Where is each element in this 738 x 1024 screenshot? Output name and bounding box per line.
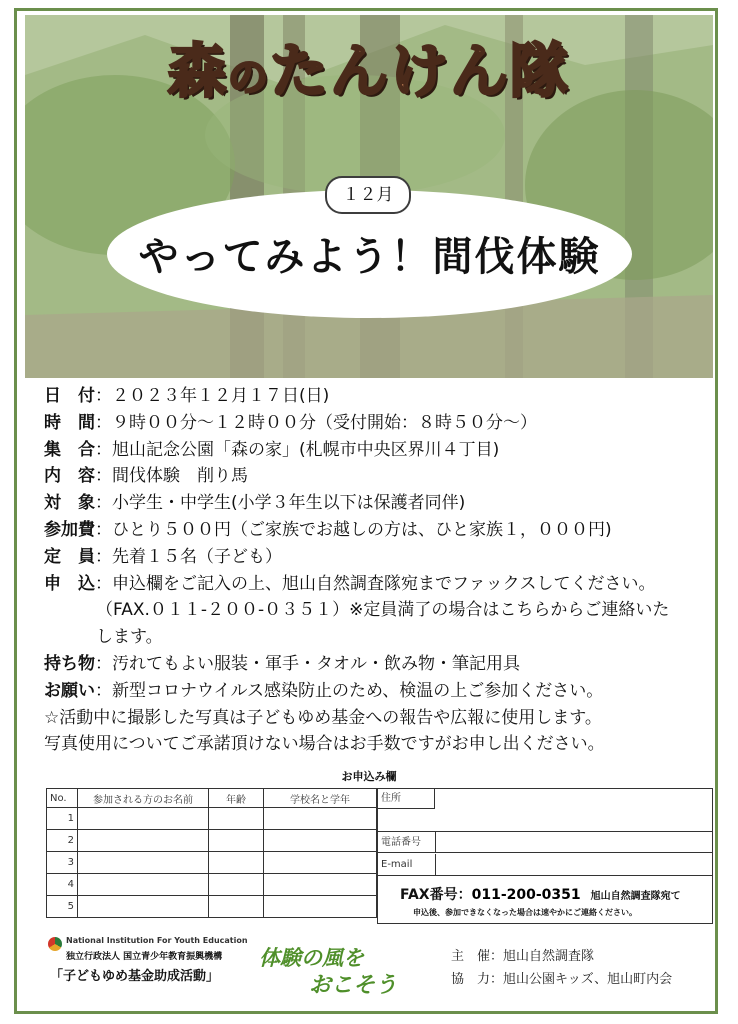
fax-line bbox=[400, 884, 681, 904]
email-field[interactable] bbox=[435, 854, 713, 876]
name-cell[interactable] bbox=[78, 830, 209, 852]
fax-recipient: 旭山自然調査隊宛て bbox=[590, 891, 681, 902]
apply-continued-1: （FAX.０１１-２００-０３５１）※定員満了の場合はこちらからご連絡いた bbox=[96, 600, 670, 621]
col-name: 参加される方のお名前 bbox=[78, 789, 209, 808]
school-cell[interactable] bbox=[264, 808, 377, 830]
table-row: 5 bbox=[47, 896, 377, 918]
wind-line1: 体験の風を bbox=[259, 946, 364, 970]
table-row: 2 bbox=[47, 830, 377, 852]
name-cell[interactable] bbox=[78, 896, 209, 918]
wind-slogan-logo bbox=[251, 940, 419, 998]
email-label: E-mail bbox=[381, 859, 413, 870]
photo-note-2: 写真使用についてご承諾頂けない場合はお手数ですがお申し出ください。 bbox=[44, 734, 605, 755]
age-cell[interactable] bbox=[209, 874, 264, 896]
logo-english: National Institution For Youth Education bbox=[66, 936, 248, 945]
school-cell[interactable] bbox=[264, 852, 377, 874]
apply-continued-2: します。 bbox=[96, 627, 163, 648]
form-title: お申込み欄 bbox=[341, 770, 397, 783]
info-row-apply: 申 込：申込欄をご記入の上、旭山自然調査隊宛までファックスしてください。 bbox=[44, 573, 656, 594]
age-cell[interactable] bbox=[209, 896, 264, 918]
fax-number: 011-200-0351 bbox=[471, 887, 581, 903]
age-cell[interactable] bbox=[209, 830, 264, 852]
col-age: 年齢 bbox=[209, 789, 264, 808]
info-row-date: 日 付：２０２３年１２月１７日(日) bbox=[44, 386, 330, 406]
main-title bbox=[0, 24, 738, 108]
niye-mark-icon bbox=[48, 937, 62, 951]
coop-credit: 協 力：旭山公園キッズ、旭山町内会 bbox=[451, 972, 673, 987]
title-part3: たんけん隊 bbox=[270, 37, 571, 105]
subtitle: やってみよう！間伐体験 bbox=[138, 234, 601, 280]
month-badge: １２月 bbox=[325, 176, 411, 214]
wind-line2: おこそう bbox=[309, 973, 398, 998]
school-cell[interactable] bbox=[264, 830, 377, 852]
fax-label: FAX番号： bbox=[400, 887, 472, 903]
info-row-meeting: 集 合：旭山記念公園「森の家」(札幌市中央区界川４丁目) bbox=[44, 439, 500, 460]
table-row: 4 bbox=[47, 874, 377, 896]
col-school: 学校名と学年 bbox=[264, 789, 377, 808]
info-row-time: 時 間：９時００分～１２時００分（受付開始：８時５０分～） bbox=[44, 412, 537, 433]
info-row-content: 内 容：間伐体験 削り馬 bbox=[44, 466, 248, 487]
name-cell[interactable] bbox=[78, 874, 209, 896]
address-label: 住所 bbox=[378, 789, 435, 809]
info-row-target: 対 象：小学生・中学生(小学３年生以下は保護者同伴) bbox=[44, 493, 466, 514]
age-cell[interactable] bbox=[209, 852, 264, 874]
table-row: 3 bbox=[47, 852, 377, 874]
host-credit: 主 催：旭山自然調査隊 bbox=[451, 949, 595, 964]
name-cell[interactable] bbox=[78, 852, 209, 874]
title-part2: の bbox=[228, 55, 270, 101]
table-header bbox=[47, 789, 377, 808]
info-row-capacity: 定 員：先着１５名（子ども） bbox=[44, 546, 282, 567]
credits bbox=[451, 945, 672, 991]
school-cell[interactable] bbox=[264, 874, 377, 896]
fax-note: 申込後、参加できなくなった場合は速やかにご連絡ください。 bbox=[413, 908, 637, 917]
name-cell[interactable] bbox=[78, 808, 209, 830]
address-field[interactable] bbox=[435, 789, 713, 831]
event-info bbox=[44, 383, 714, 758]
logo-slogan: 「子どもゆめ基金助成活動」 bbox=[50, 969, 220, 984]
col-no: No. bbox=[47, 789, 78, 808]
phone-label: 電話番号 bbox=[381, 837, 421, 848]
title-part1: 森 bbox=[167, 37, 228, 105]
logo-japanese: 独立行政法人 国立青少年教育振興機構 bbox=[66, 952, 223, 962]
info-row-bring: 持ち物：汚れてもよい服装・軍手・タオル・飲み物・筆記用具 bbox=[44, 653, 520, 674]
table-row: 1 bbox=[47, 808, 377, 830]
age-cell[interactable] bbox=[209, 808, 264, 830]
info-row-request: お願い：新型コロナウイルス感染防止のため、検温の上ご参加ください。 bbox=[44, 680, 604, 701]
niye-logo bbox=[46, 934, 248, 984]
school-cell[interactable] bbox=[264, 896, 377, 918]
application-table bbox=[46, 788, 377, 918]
info-row-fee: 参加費：ひとり５００円（ご家族でお越しの方は、ひと家族１，０００円) bbox=[44, 519, 612, 540]
phone-field[interactable] bbox=[435, 831, 713, 853]
photo-note-1: ☆活動中に撮影した写真は子どもゆめ基金への報告や広報に使用します。 bbox=[44, 707, 602, 728]
